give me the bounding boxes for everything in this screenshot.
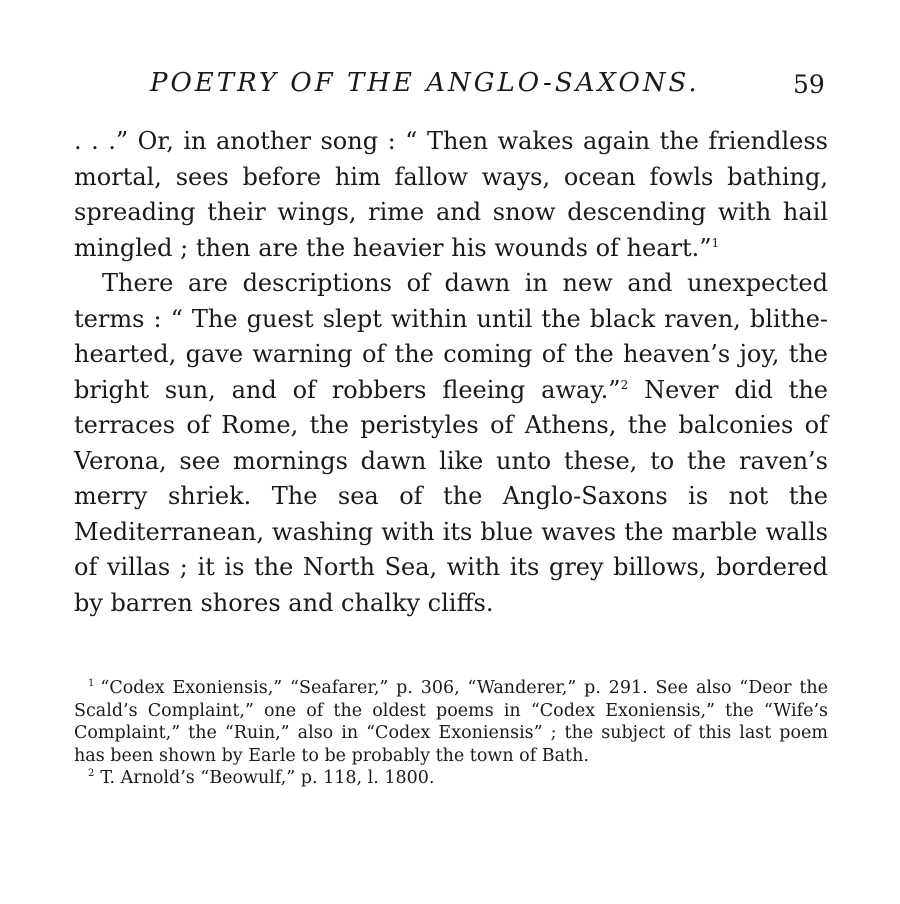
paragraph-text: . . .” Or, in another song : “ Then wakes again the friendless mortal, sees before him fallow ways, ocean fowls bathing, spreading their wings, rime and snow descending with hail mingled ; then are the heavier his wounds of heart.”	[74, 127, 828, 262]
running-title: POETRY OF THE ANGLO-SAXONS.	[150, 68, 700, 98]
paragraph-text: Never did the terraces of Rome, the peristyles of Athens, the balconies of Verona, see mornings dawn like unto these, to the raven’s merry shriek. The sea of the Anglo-Saxons is not the Mediterranean, washing with its blue waves the marble walls of villas ; it is the North Sea, with its grey billows, bordered by barren shores and chalky cliffs.	[74, 375, 828, 617]
footnotes	[74, 677, 828, 790]
footnote-reference: 2	[620, 377, 629, 392]
footnote-text: T. Arnold’s “Beowulf,” p. 118, l. 1800.	[100, 768, 435, 788]
footnote	[74, 677, 828, 767]
footnote-text: “Codex Exoniensis,” “Seafarer,” p. 306, “Wanderer,” p. 291. See also “Deor the Scald’s Complaint,” one of the oldest poems in “Codex Exoniensis,” the “Wife’s Complaint,” the “Ruin,” also in “Codex Exoniensis” ; the subject of this last poem has been shown by Earle to be probably the town of Bath.	[74, 678, 828, 766]
footnote-mark: 1	[88, 678, 95, 690]
footnote-reference: 1	[711, 235, 720, 250]
main-text	[74, 124, 828, 621]
paragraph-text: There are descriptions of dawn in new and unexpected terms : “ The guest slept within until the black raven, blithe-hearted, gave warning of the coming of the heaven’s joy, the bright sun, and of robbers fleeing away.”	[74, 269, 828, 404]
paragraph	[74, 124, 828, 266]
page-number: 59	[793, 70, 825, 99]
footnote	[74, 767, 828, 790]
paragraph	[74, 266, 828, 621]
footnote-mark: 2	[88, 768, 95, 780]
